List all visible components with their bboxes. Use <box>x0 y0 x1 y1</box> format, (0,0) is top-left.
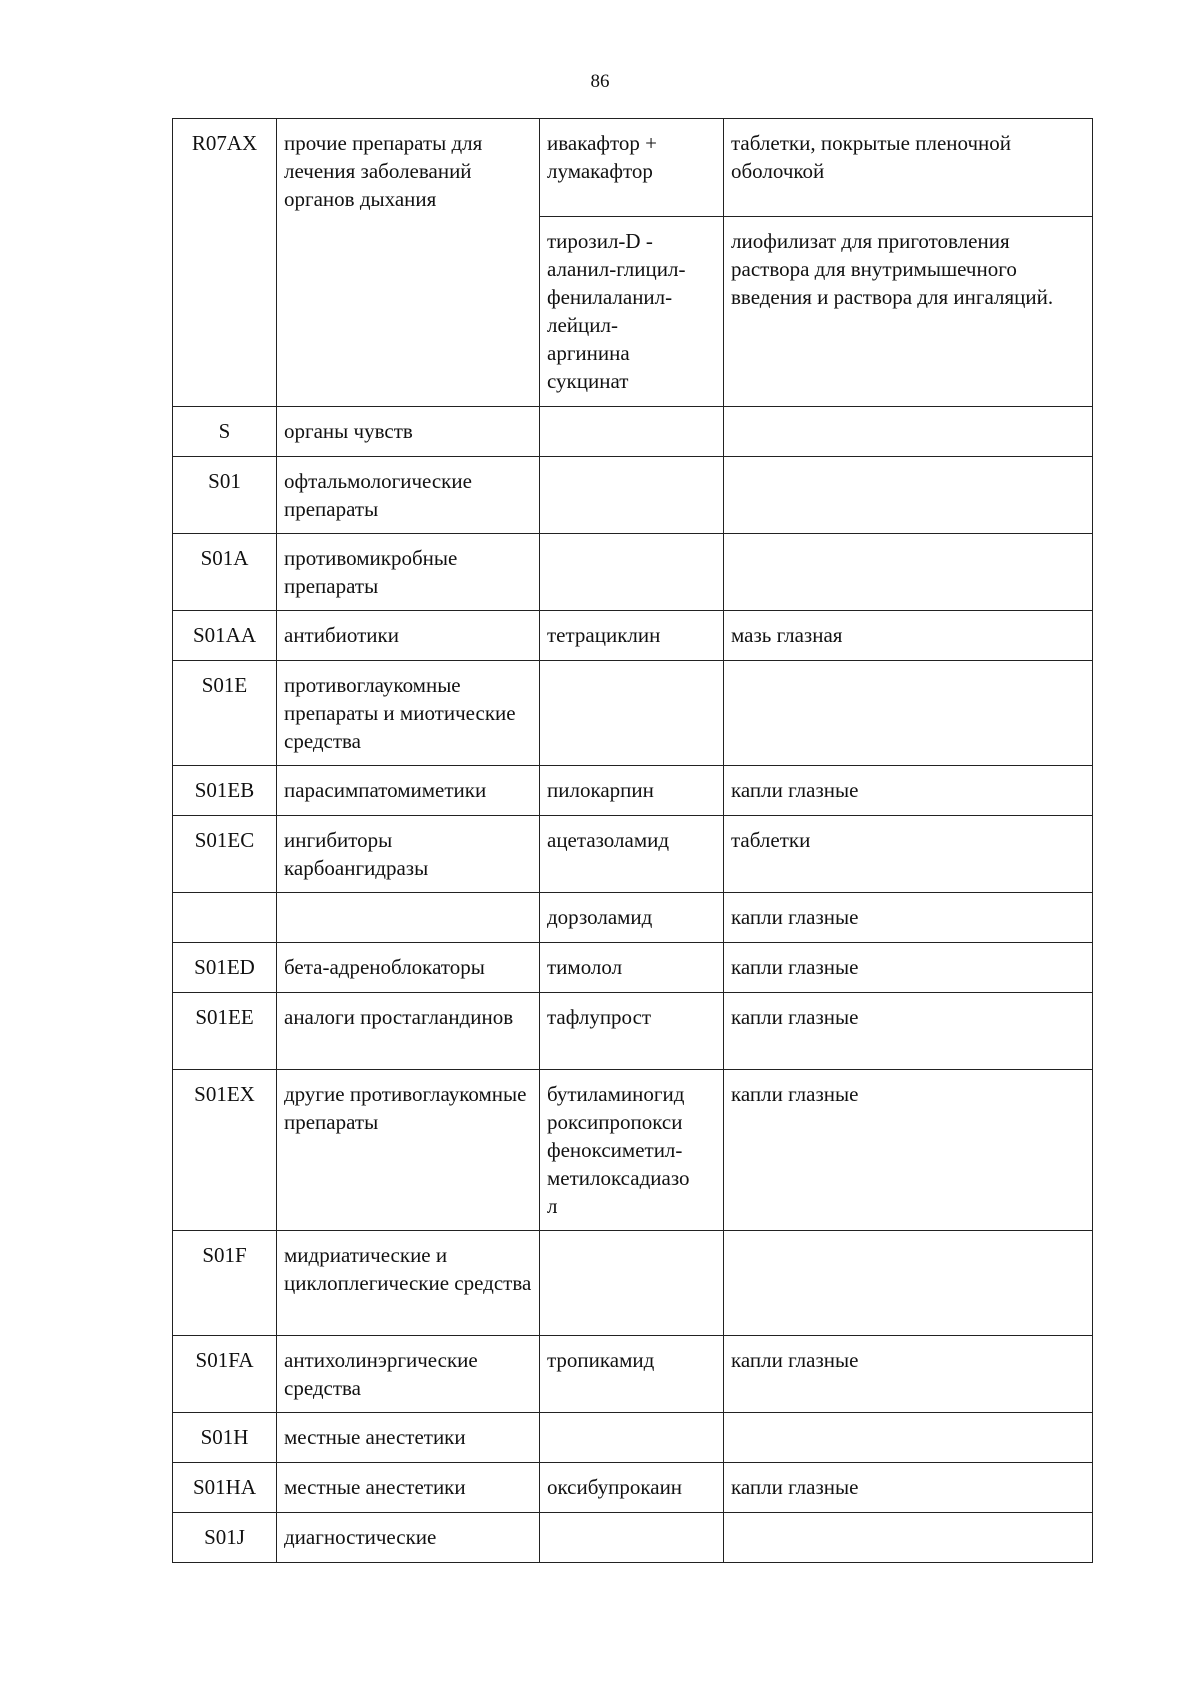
drug-name <box>540 661 724 766</box>
group-name: бета-адреноблокаторы <box>277 943 540 993</box>
drug-classification-table <box>172 118 1093 1563</box>
dosage-form <box>724 1231 1093 1336</box>
table-row <box>173 534 1093 611</box>
atc-code: S01EX <box>173 1070 277 1231</box>
table-row <box>173 1513 1093 1563</box>
dosage-form: лиофилизат для приготовления раствора для внутримышечного введения и раствора для ингаляций. <box>724 217 1093 407</box>
dosage-form: капли глазные <box>724 993 1093 1070</box>
group-name: диагностические <box>277 1513 540 1563</box>
dosage-form <box>724 457 1093 534</box>
group-name: прочие препараты для лечения заболеваний органов дыхания <box>277 119 540 407</box>
drug-name: тетрациклин <box>540 611 724 661</box>
table-row <box>173 893 1093 943</box>
table-row <box>173 1336 1093 1413</box>
table-row <box>173 766 1093 816</box>
group-name: противоглаукомные препараты и миотические средства <box>277 661 540 766</box>
table-row <box>173 1413 1093 1463</box>
page-number: 86 <box>590 71 610 92</box>
drug-name: ацетазоламид <box>540 816 724 893</box>
atc-code: S01EB <box>173 766 277 816</box>
atc-code: S01EE <box>173 993 277 1070</box>
atc-code: S01ED <box>173 943 277 993</box>
drug-name: тафлупрост <box>540 993 724 1070</box>
atc-code: S01J <box>173 1513 277 1563</box>
drug-name <box>540 1231 724 1336</box>
group-name: другие противоглаукомные препараты <box>277 1070 540 1231</box>
table-row <box>173 457 1093 534</box>
group-name: антибиотики <box>277 611 540 661</box>
dosage-form: таблетки <box>724 816 1093 893</box>
drug-name: тропикамид <box>540 1336 724 1413</box>
table-row <box>173 661 1093 766</box>
table-row <box>173 993 1093 1070</box>
drug-name: пилокарпин <box>540 766 724 816</box>
group-name: противомикробные препараты <box>277 534 540 611</box>
dosage-form: капли глазные <box>724 1336 1093 1413</box>
atc-code: S01EC <box>173 816 277 893</box>
dosage-form <box>724 661 1093 766</box>
group-name: аналоги простагландинов <box>277 993 540 1070</box>
table-row <box>173 611 1093 661</box>
group-name: местные анестетики <box>277 1463 540 1513</box>
atc-code: S01 <box>173 457 277 534</box>
group-name: ингибиторы карбоангидразы <box>277 816 540 893</box>
atc-code: S01FA <box>173 1336 277 1413</box>
drug-name: бутиламиногид роксипропокси феноксиметил- метилоксадиазо л <box>540 1070 724 1231</box>
dosage-form: таблетки, покрытые пленочной оболочкой <box>724 119 1093 217</box>
drug-name: оксибупрокаин <box>540 1463 724 1513</box>
drug-name <box>540 534 724 611</box>
drug-name: дорзоламид <box>540 893 724 943</box>
table-row <box>173 816 1093 893</box>
table-row <box>173 1070 1093 1231</box>
atc-code: S <box>173 407 277 457</box>
table-row <box>173 1231 1093 1336</box>
atc-code: S01AA <box>173 611 277 661</box>
drug-name: ивакафтор + лумакафтор <box>540 119 724 217</box>
table-row <box>173 119 1093 217</box>
drug-name <box>540 407 724 457</box>
atc-code: S01F <box>173 1231 277 1336</box>
dosage-form <box>724 1413 1093 1463</box>
drug-name: тимолол <box>540 943 724 993</box>
drug-name <box>540 457 724 534</box>
group-name: офтальмологические препараты <box>277 457 540 534</box>
dosage-form <box>724 534 1093 611</box>
dosage-form: капли глазные <box>724 1070 1093 1231</box>
atc-code: S01A <box>173 534 277 611</box>
atc-code: S01H <box>173 1413 277 1463</box>
drug-name <box>540 1413 724 1463</box>
drug-name <box>540 1513 724 1563</box>
group-name: антихолинэргические средства <box>277 1336 540 1413</box>
dosage-form: капли глазные <box>724 766 1093 816</box>
group-name: мидриатические и циклоплегические средства <box>277 1231 540 1336</box>
dosage-form <box>724 1513 1093 1563</box>
dosage-form: мазь глазная <box>724 611 1093 661</box>
table-row <box>173 407 1093 457</box>
group-name: органы чувств <box>277 407 540 457</box>
atc-code <box>173 893 277 943</box>
group-name <box>277 893 540 943</box>
drug-name: тирозил-D - аланил-глицил- фенилаланил- лейцил- аргинина сукцинат <box>540 217 724 407</box>
atc-code: S01E <box>173 661 277 766</box>
dosage-form <box>724 407 1093 457</box>
atc-code: R07AX <box>173 119 277 407</box>
table-row <box>173 1463 1093 1513</box>
table-row <box>173 943 1093 993</box>
atc-code: S01HA <box>173 1463 277 1513</box>
group-name: местные анестетики <box>277 1413 540 1463</box>
dosage-form: капли глазные <box>724 893 1093 943</box>
dosage-form: капли глазные <box>724 1463 1093 1513</box>
dosage-form: капли глазные <box>724 943 1093 993</box>
group-name: парасимпатомиметики <box>277 766 540 816</box>
